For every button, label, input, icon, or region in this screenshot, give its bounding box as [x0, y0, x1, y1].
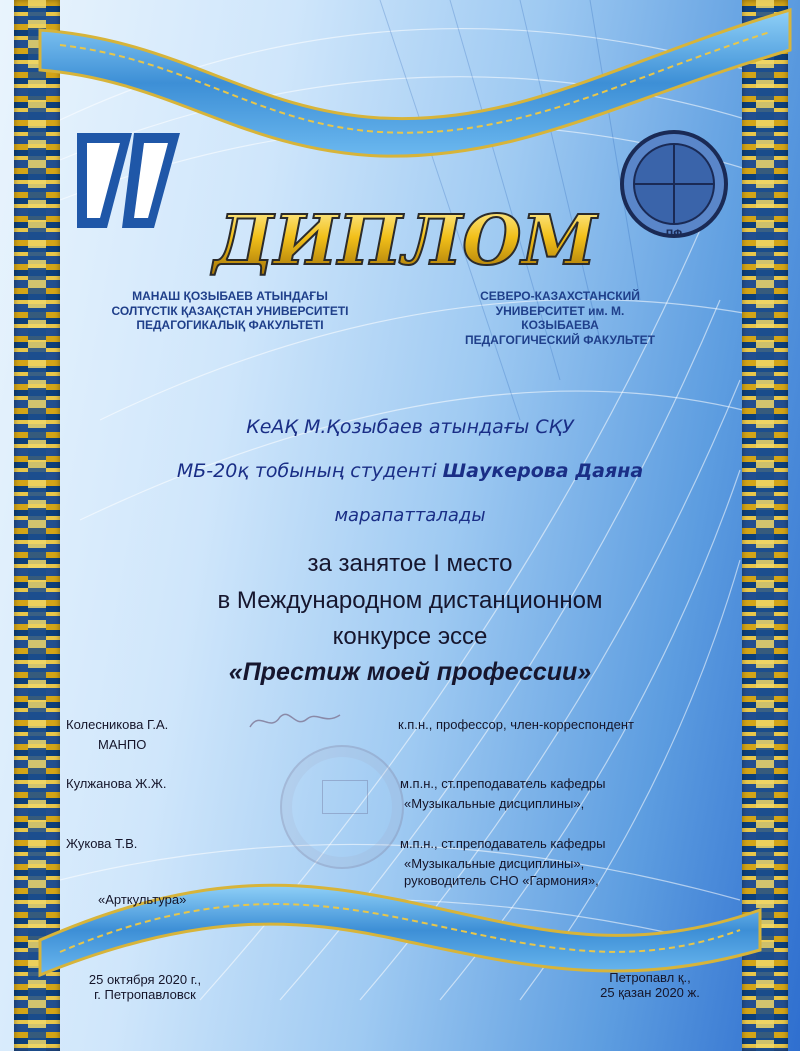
signature-mark — [245, 705, 355, 735]
date-ru — [60, 972, 230, 1002]
signatory-position: м.п.н., ст.преподаватель кафедры — [400, 776, 606, 791]
signatory-name: Жукова Т.В. — [66, 836, 138, 851]
signatory-org: «Арткультура» — [98, 892, 187, 907]
award-contest-type: конкурсе эссе — [332, 623, 488, 650]
emblem-label: ПФ — [665, 229, 683, 239]
university-name-ru — [450, 289, 670, 347]
signatory-name: Кулжанова Ж.Ж. — [66, 776, 167, 791]
student-name: Шаукерова Даяна — [442, 460, 644, 482]
award-place: за занятое I место — [307, 550, 513, 577]
date-ru-line: 25 октября 2020 г., — [88, 972, 202, 987]
award-contest: в Международном дистанционном — [217, 587, 603, 614]
signatory-org: МАНПО — [98, 737, 147, 752]
university-ru-line: СЕВЕРО-КАЗАХСТАНСКИЙ — [480, 289, 640, 303]
date-kz-line: Петропавл қ., — [609, 970, 691, 985]
signatory-position: «Музыкальные дисциплины», — [404, 856, 585, 871]
pedagogical-faculty-emblem-icon — [618, 128, 730, 240]
university-ru-line: КОЗЫБАЕВА — [521, 318, 599, 332]
university-kz-line: МАНАШ ҚОЗЫБАЕВ АТЫНДАҒЫ — [132, 289, 328, 303]
title-text: ДИПЛОМ — [213, 201, 597, 281]
bottom-ribbon — [0, 870, 800, 980]
university-ru-line: ПЕДАГОГИЧЕСКИЙ ФАКУЛЬТЕТ — [465, 332, 655, 347]
awarded-text: марапатталады — [334, 505, 486, 526]
group-text: МБ-20қ тобының студенті — [176, 460, 437, 482]
signatory-position: руководитель СНО «Гармония», — [404, 873, 599, 888]
recipient-line — [60, 460, 760, 482]
signatory-position: м.п.н., ст.преподаватель кафедры — [400, 836, 606, 851]
signatory-position: к.п.н., профессор, член-корреспондент — [398, 717, 634, 732]
diploma-title — [190, 192, 620, 284]
university-logo-icon — [72, 128, 182, 238]
date-ru-line: г. Петропавловск — [94, 987, 196, 1002]
university-ru-line: УНИВЕРСИТЕТ им. М. — [495, 303, 625, 318]
university-kz-line: ПЕДАГОГИКАЛЫҚ ФАКУЛЬТЕТІ — [136, 318, 324, 332]
signatory-position: «Музыкальные дисциплины», — [404, 796, 585, 811]
date-kz — [575, 970, 725, 1000]
university-name-kz — [100, 289, 360, 333]
institution-line: КеАҚ М.Қозыбаев атындағы СҚУ — [246, 416, 574, 438]
date-kz-line: 25 қазан 2020 ж. — [600, 985, 700, 1000]
stamp-seal-center — [322, 780, 368, 814]
university-kz-line: СОЛТҮСТІК ҚАЗАҚСТАН УНИВЕРСИТЕТІ — [111, 303, 349, 318]
essay-title: «Престиж моей профессии» — [228, 658, 592, 686]
signatory-name: Колесникова Г.А. — [66, 717, 169, 732]
